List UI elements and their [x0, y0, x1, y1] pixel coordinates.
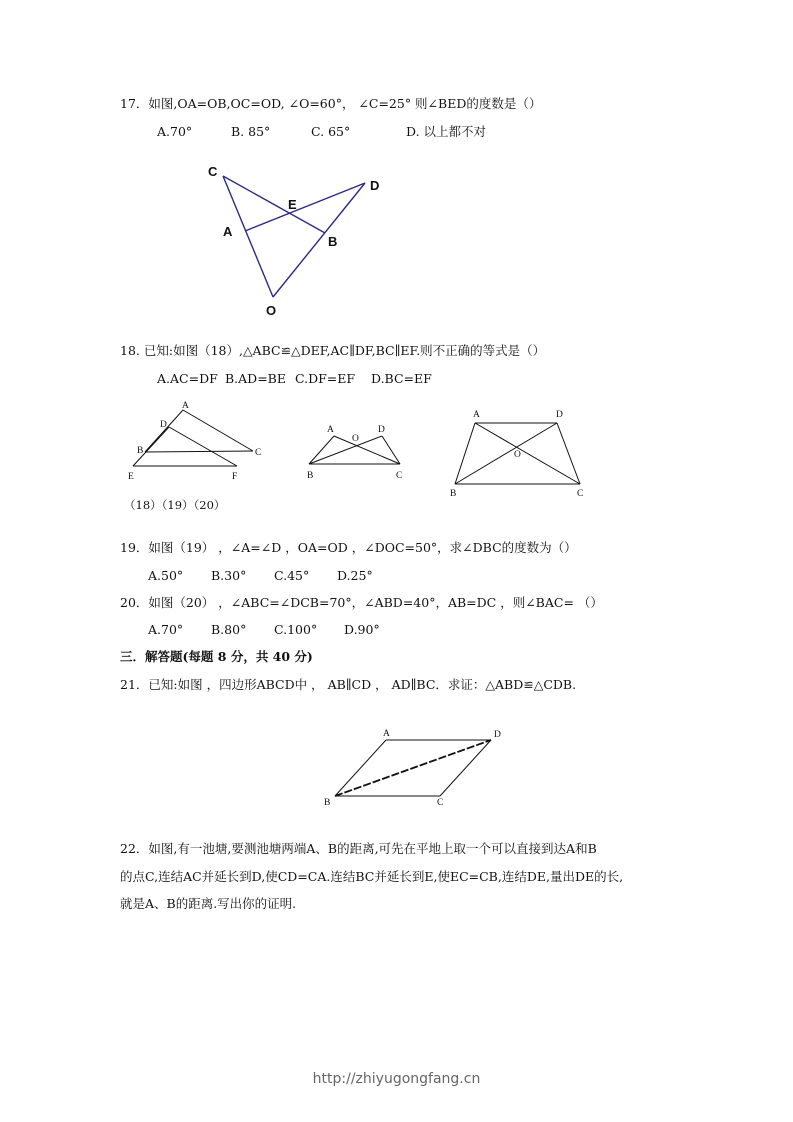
q22-line-3: 就是A、B的距离.写出你的证明. — [120, 896, 297, 911]
fig18-label-a: A — [182, 401, 189, 411]
fig20-label-b: B — [450, 489, 457, 499]
figure-18 — [125, 398, 270, 484]
fig19-label-b: B — [307, 471, 314, 481]
fig18-line-bc — [145, 451, 253, 452]
q18-option-d: D.BC=EF — [371, 371, 432, 386]
fig19-line-ab — [309, 436, 334, 464]
q21-label-c: C — [437, 798, 444, 808]
q17-figure — [200, 160, 400, 320]
fig18-label-c: C — [255, 448, 262, 458]
fig20-line-ac — [475, 423, 580, 484]
q17-option-d: D. 以上都不对 — [406, 124, 487, 139]
q21-label-d: D — [494, 730, 501, 740]
q20-option-c: C.100° — [274, 622, 318, 637]
q17-label-c: C — [208, 164, 218, 179]
q17-label-a: A — [223, 224, 233, 239]
q20-option-b: B.80° — [211, 622, 247, 637]
q21-line-bd — [335, 740, 491, 796]
q21-stem: 21．已知:如图 ，四边形ABCD中 ， AB∥CD ， AD∥BC．求证：△ABD≌△CDB. — [120, 677, 577, 692]
fig20-label-c: C — [577, 489, 584, 499]
q17-option-a: A.70° — [157, 124, 193, 139]
fig18-label-d: D — [160, 420, 167, 430]
q19-option-c: C.45° — [274, 568, 310, 583]
fig20-label-a: A — [473, 410, 480, 420]
q17-label-b: B — [328, 234, 338, 249]
fig20-label-o: O — [514, 450, 521, 460]
fig19-line-db — [309, 436, 382, 464]
q20-option-d: D.90° — [344, 622, 380, 637]
q17-option-c: C. 65° — [311, 124, 351, 139]
q17-line-ad — [245, 183, 365, 231]
figure-19 — [303, 420, 413, 484]
figure-caption: （18）（19）（20） — [124, 498, 226, 512]
q19-stem: 19．如图（19） ，∠A=∠D ，OA=OD ，∠DOC=50°，求∠DBC的度数为（） — [120, 540, 577, 555]
q22-line-1: 22．如图,有一池塘,要测池塘两端A、B的距离,可先在平地上取一个可以直接到达A和B — [120, 841, 597, 856]
q19-option-b: B.30° — [211, 568, 247, 583]
fig18-line-ab — [145, 410, 183, 452]
q17-label-o: O — [266, 303, 277, 318]
q18-option-b: B.AD=BE — [225, 371, 286, 386]
q19-option-d: D.25° — [337, 568, 373, 583]
fig20-label-d: D — [556, 410, 563, 420]
q21-figure — [320, 724, 510, 810]
fig20-line-ab — [455, 423, 475, 484]
fig20-line-dc — [557, 423, 580, 484]
q17-label-d: D — [370, 178, 380, 193]
q18-stem: 18. 已知:如图（18）,△ABC≌△DEF,AC∥DF,BC∥EF.则不正确的等式是（） — [120, 343, 546, 358]
fig19-label-a: A — [327, 425, 334, 435]
q17-label-e: E — [288, 197, 297, 212]
q21-line-dc — [440, 740, 491, 796]
footer-url[interactable]: http://zhiyugongfang.cn — [312, 1071, 481, 1087]
q17-line-do — [273, 183, 365, 297]
q20-stem: 20．如图（20） ，∠ABC=∠DCB=70°，∠ABD=40°，AB=DC ，则∠BAC= （） — [120, 595, 603, 610]
q21-label-a: A — [383, 729, 390, 739]
figure-20 — [445, 403, 590, 499]
q19-option-a: A.50° — [148, 568, 184, 583]
fig19-line-ac — [334, 436, 400, 464]
q17-stem: 17．如图,OA=OB,OC=OD, ∠O=60°， ∠C=25° 则∠BED的度数是（） — [120, 96, 542, 111]
fig20-line-bd — [455, 423, 557, 484]
q18-option-c: C.DF=EF — [295, 371, 356, 386]
section3-title: 三．解答题(每题 8 分，共 40 分) — [120, 649, 313, 664]
fig19-label-c: C — [396, 471, 403, 481]
fig19-label-o: O — [352, 434, 359, 444]
fig18-line-ac — [183, 410, 253, 451]
q22-line-2: 的点C,连结AC并延长到D,使CD=CA.连结BC并延长到E,使EC=CB,连结DE,量出DE的长, — [120, 869, 624, 884]
q17-option-b: B. 85° — [231, 124, 271, 139]
q20-option-a: A.70° — [148, 622, 184, 637]
fig18-line-df — [169, 427, 237, 466]
fig18-label-e: E — [128, 472, 134, 482]
q21-label-b: B — [324, 798, 331, 808]
fig19-label-d: D — [378, 425, 385, 435]
fig18-label-b: B — [137, 446, 144, 456]
q18-option-a: A.AC=DF — [157, 371, 218, 386]
fig18-label-f: F — [232, 472, 238, 482]
